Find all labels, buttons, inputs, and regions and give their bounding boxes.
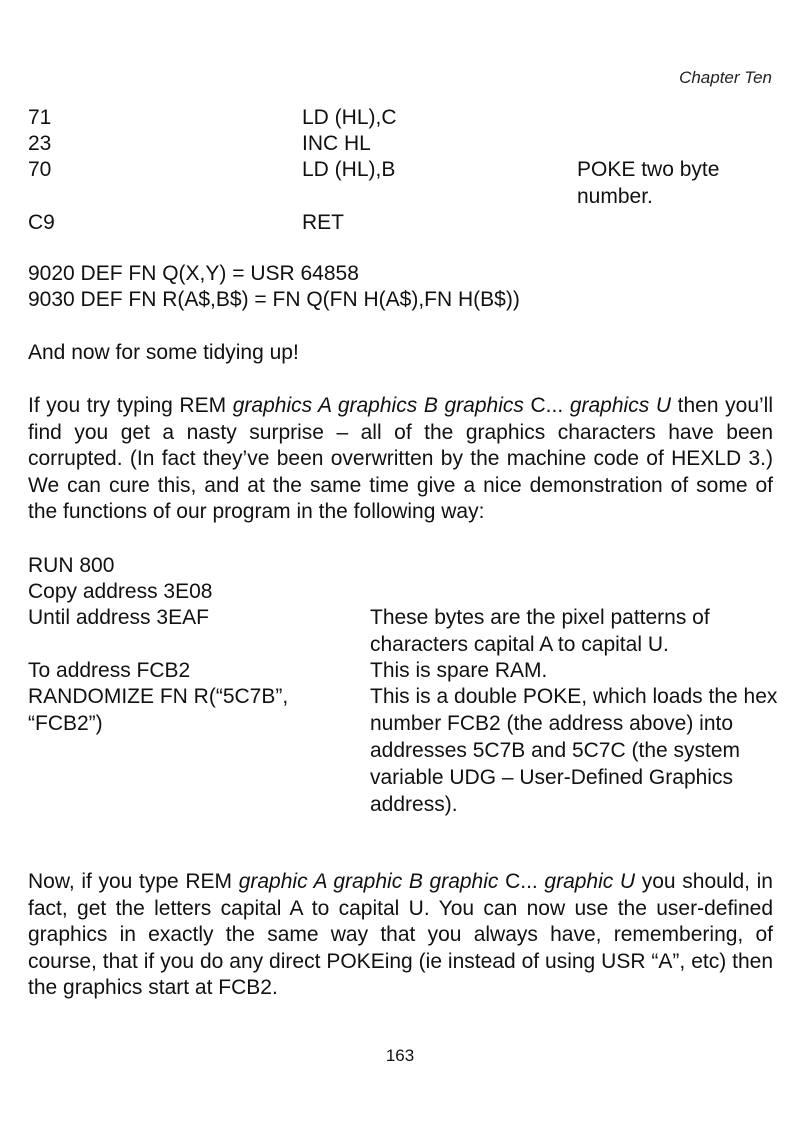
paragraph-result: Now, if you type REM graphic A graphic B graphic C... graphic U you should, in fact, get the letters capital A to capital U. You can now use the user-defined graphics in exactly the same way that you always have, remembering, of course, that if you do any direct POKEing (ie instead of using USR “A”, etc) then the graphics start at FCB2. bbox=[28, 870, 773, 999]
step-command: Until address 3EAF bbox=[28, 606, 209, 629]
def-line: 9030 DEF FN R(A$,B$) = FN Q(FN H(A$),FN H(B$)) bbox=[28, 288, 520, 311]
step-note: These bytes are the pixel patterns of characters capital A to capital U. bbox=[370, 606, 710, 656]
step-note: This is spare RAM. bbox=[370, 659, 548, 682]
code-instr: LD (HL),B bbox=[302, 158, 396, 181]
code-instr: RET bbox=[302, 211, 344, 234]
chapter-header: Chapter Ten bbox=[679, 68, 772, 87]
def-line: 9020 DEF FN Q(X,Y) = USR 64858 bbox=[28, 262, 359, 285]
step-command: Copy address 3E08 bbox=[28, 580, 213, 603]
code-instr: LD (HL),C bbox=[302, 106, 397, 129]
step-command: To address FCB2 bbox=[28, 659, 191, 682]
code-hex: 23 bbox=[28, 132, 52, 155]
code-hex: 71 bbox=[28, 106, 52, 129]
tidy-heading: And now for some tidying up! bbox=[28, 341, 299, 364]
step-note: This is a double POKE, which loads the hex number FCB2 (the address above) into addresses 5C7B and 5C7C (the system variable UDG – User-Defined Graphics address). bbox=[370, 685, 778, 816]
page-number: 163 bbox=[385, 1046, 415, 1065]
code-instr: INC HL bbox=[302, 132, 371, 155]
code-hex: 70 bbox=[28, 158, 52, 181]
code-comment: POKE two byte number. bbox=[577, 158, 720, 208]
step-command: RUN 800 bbox=[28, 554, 115, 577]
step-command: RANDOMIZE FN R(“5C7B”, “FCB2”) bbox=[28, 685, 289, 735]
code-hex: C9 bbox=[28, 211, 55, 234]
paragraph-intro: If you try typing REM graphics A graphics B graphics C... graphics U then you’ll find you get a nasty surprise – all of the graphics characters have been corrupted. (In fact they’ve been overwritten by the machine code of HEXLD 3.) We can cure this, and at the same time give a nice demonstration of some of the functions of our program in the following way: bbox=[28, 394, 773, 523]
